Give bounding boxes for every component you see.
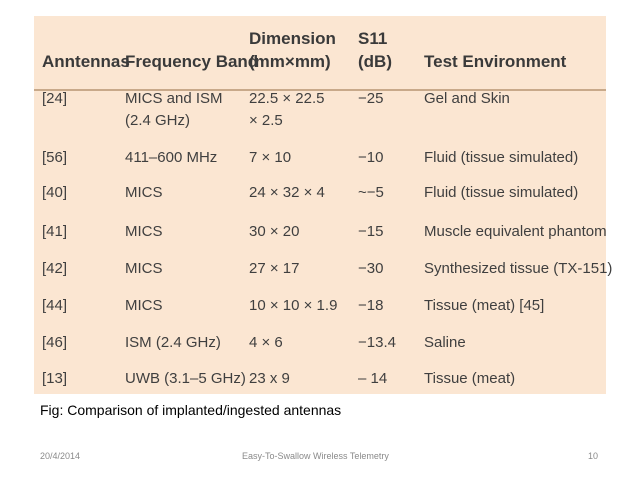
cell-environment: Tissue (meat) [45] xyxy=(424,297,545,314)
cell-s11: −18 xyxy=(358,297,384,314)
cell-ref: [40] xyxy=(42,184,68,201)
cell-dimension: 4 × 6 xyxy=(249,334,283,351)
footer-date: 20/4/2014 xyxy=(40,451,81,461)
cell-dimension: 24 × 32 × 4 xyxy=(249,184,325,201)
header-s11: S11 xyxy=(358,29,388,48)
cell-band: 411–600 MHz xyxy=(125,149,218,166)
antenna-comparison-table xyxy=(34,16,613,394)
footer-page-number: 10 xyxy=(588,451,599,461)
cell-ref: [46] xyxy=(42,334,68,351)
cell-dimension: 27 × 17 xyxy=(249,260,300,277)
cell-dimension: 7 × 10 xyxy=(249,149,292,166)
cell-s11: – 14 xyxy=(358,370,388,387)
header-dimension: Dimension xyxy=(249,29,336,48)
table-header-row xyxy=(34,16,606,84)
cell-ref: [42] xyxy=(42,260,68,277)
cell-environment: Fluid (tissue simulated) xyxy=(424,149,579,166)
cell-band: MICS xyxy=(125,297,163,314)
cell-band: MICS and ISM xyxy=(125,90,223,107)
cell-s11: ~−5 xyxy=(358,184,384,201)
cell-ref: [56] xyxy=(42,149,68,166)
cell-dimension: 10 × 10 × 1.9 xyxy=(249,297,338,314)
cell-s11: −15 xyxy=(358,223,384,240)
cell-s11: −30 xyxy=(358,260,384,277)
cell-dimension-line2: × 2.5 xyxy=(249,112,283,129)
figure-caption: Fig: Comparison of implanted/ingested antennas xyxy=(40,402,342,418)
cell-ref: [13] xyxy=(42,370,68,387)
cell-band: UWB (3.1–5 GHz) xyxy=(125,370,246,387)
header-test-environment: Test Environment xyxy=(424,52,567,71)
cell-s11: −25 xyxy=(358,90,384,107)
header-antennas: Anntennas xyxy=(42,52,130,71)
cell-environment: Synthesized tissue (TX-151) xyxy=(424,260,613,277)
cell-ref: [44] xyxy=(42,297,68,314)
cell-ref: [24] xyxy=(42,90,68,107)
cell-environment: Tissue (meat) xyxy=(424,370,516,387)
footer-title: Easy-To-Swallow Wireless Telemetry xyxy=(242,451,389,461)
cell-band: MICS xyxy=(125,223,163,240)
cell-environment: Gel and Skin xyxy=(424,90,510,107)
cell-s11: −13.4 xyxy=(358,334,396,351)
cell-environment: Fluid (tissue simulated) xyxy=(424,184,579,201)
cell-environment: Saline xyxy=(424,334,466,351)
cell-s11: −10 xyxy=(358,149,384,166)
cell-band: MICS xyxy=(125,260,163,277)
cell-dimension: 30 × 20 xyxy=(249,223,300,240)
cell-band: MICS xyxy=(125,184,163,201)
header-dimension-unit: (mm×mm) xyxy=(249,52,331,71)
cell-dimension: 23 x 9 xyxy=(249,370,290,387)
header-s11-unit: (dB) xyxy=(358,52,392,71)
cell-dimension: 22.5 × 22.5 xyxy=(249,90,325,107)
cell-band: ISM (2.4 GHz) xyxy=(125,334,221,351)
cell-ref: [41] xyxy=(42,223,68,240)
cell-environment: Muscle equivalent phantom xyxy=(424,223,607,240)
cell-band-line2: (2.4 GHz) xyxy=(125,112,191,129)
header-frequency-band: Frequency Band xyxy=(125,52,259,71)
